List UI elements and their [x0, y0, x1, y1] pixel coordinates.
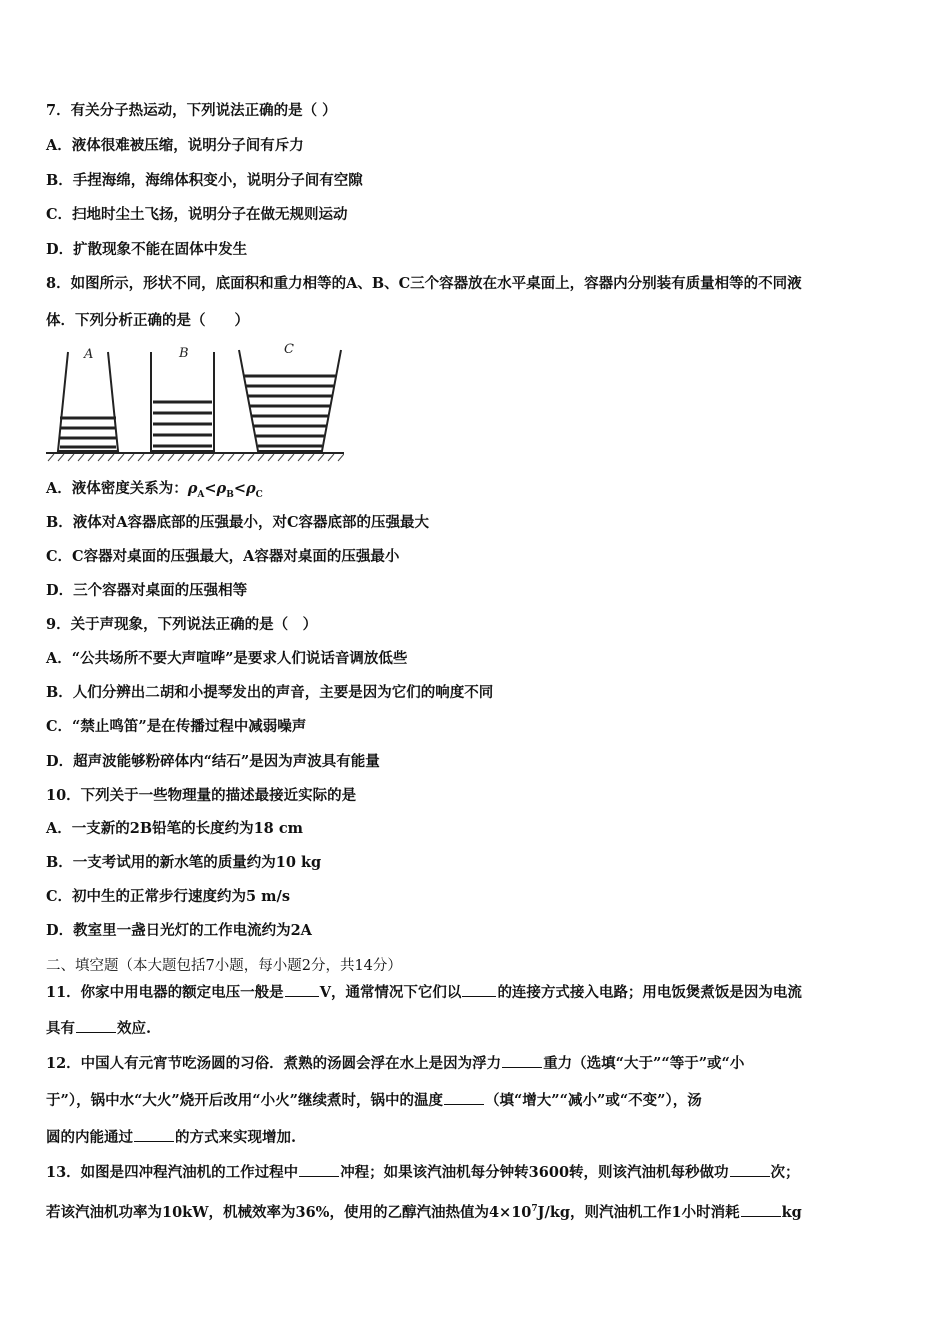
container-a [58, 352, 118, 451]
q12-line1: 12．中国人有元宵节吃汤圆的习俗．煮熟的汤圆会浮在水上是因为浮力 重力（选填“大于”“等于”或“小 [46, 1055, 745, 1072]
q9-option-d: D．超声波能够粉碎体内“结石”是因为声波具有能量 [46, 753, 380, 770]
q13-blank-2[interactable] [730, 1162, 770, 1177]
q8-option-a: A．液体密度关系为：$\rho_A<\rho_B<\rho_C$ [46, 480, 263, 500]
q12-line3: 圆的内能通过 的方式来实现增加. [46, 1129, 297, 1146]
q7-option-c: C．扫地时尘土飞扬，说明分子在做无规则运动 [46, 206, 348, 223]
label-b: B [179, 346, 189, 361]
q12-blank-3[interactable] [134, 1127, 174, 1142]
label-a: A [84, 347, 94, 362]
q8-option-c: C．C容器对桌面的压强最大，A容器对桌面的压强最小 [46, 548, 400, 565]
q11-blank-2[interactable] [462, 982, 496, 997]
q7-option-b: B．手捏海绵，海绵体积变小，说明分子间有空隙 [46, 172, 363, 189]
q11-blank-1[interactable] [285, 982, 319, 997]
q9-option-c: C．“禁止鸣笛”是在传播过程中减弱噪声 [46, 718, 307, 735]
q8-option-d: D．三个容器对桌面的压强相等 [46, 582, 248, 599]
q12-blank-2[interactable] [444, 1090, 484, 1105]
q7-option-a: A．液体很难被压缩，说明分子间有斥力 [46, 137, 304, 154]
q13-line2: 若该汽油机功率为10kW，机械效率为36%，使用的乙醇汽油热值为$4\times 10^7J/kg$，则汽油机工作1小时消耗 kg [46, 1203, 802, 1221]
q11-blank-3[interactable] [76, 1018, 116, 1033]
q13-blank-1[interactable] [299, 1162, 339, 1177]
q12-line2: 于”），锅中水“大火”烧开后改用“小火”继续煮时，锅中的温度 （填“增大”“减小”或“不变”），汤 [46, 1092, 702, 1109]
q10-option-d: D．教室里一盏日光灯的工作电流约为2A [46, 922, 312, 939]
q13-blank-3[interactable] [741, 1202, 781, 1217]
q7-option-d: D．扩散现象不能在固体中发生 [46, 241, 248, 258]
q12-blank-1[interactable] [502, 1053, 542, 1068]
q10-option-b: B．一支考试用的新水笔的质量约为10 kg [46, 854, 322, 871]
q7-stem: 7．有关分子热运动，下列说法正确的是（ ） [46, 102, 337, 119]
q9-option-b: B．人们分辨出二胡和小提琴发出的声音，主要是因为它们的响度不同 [46, 684, 494, 701]
q9-option-a: A．“公共场所不要大声喧哗”是要求人们说话音调放低些 [46, 650, 408, 667]
section2-heading: 二、填空题（本大题包括7小题，每小题2分，共14分） [46, 958, 402, 974]
q9-stem: 9．关于声现象，下列说法正确的是（ ） [46, 616, 318, 633]
q11-line1: 11．你家中用电器的额定电压一般是 V，通常情况下它们以 的连接方式接入电路；用电饭煲煮饭是因为电流 [46, 984, 802, 1001]
q13-line1: 13．如图是四冲程汽油机的工作过程中 冲程；如果该汽油机每分钟转3600转，则该汽油机每秒做功 次； [46, 1164, 800, 1181]
containers-figure [46, 340, 344, 470]
q10-option-a: A．一支新的2B铅笔的长度约为18 cm [46, 820, 303, 837]
q10-stem: 10．下列关于一些物理量的描述最接近实际的是 [46, 787, 357, 804]
q10-option-c: C．初中生的正常步行速度约为5 m/s [46, 888, 290, 905]
q8-stem-line2: 体．下列分析正确的是（ ） [46, 312, 249, 329]
q11-line2: 具有 效应. [46, 1020, 152, 1037]
q8-option-b: B．液体对A容器底部的压强最小，对C容器底部的压强最大 [46, 514, 430, 531]
q8-stem-line1: 8．如图所示，形状不同，底面积和重力相等的A、B、C三个容器放在水平桌面上，容器内分别装有质量相等的不同液 [46, 275, 802, 292]
label-c: C [284, 342, 294, 357]
